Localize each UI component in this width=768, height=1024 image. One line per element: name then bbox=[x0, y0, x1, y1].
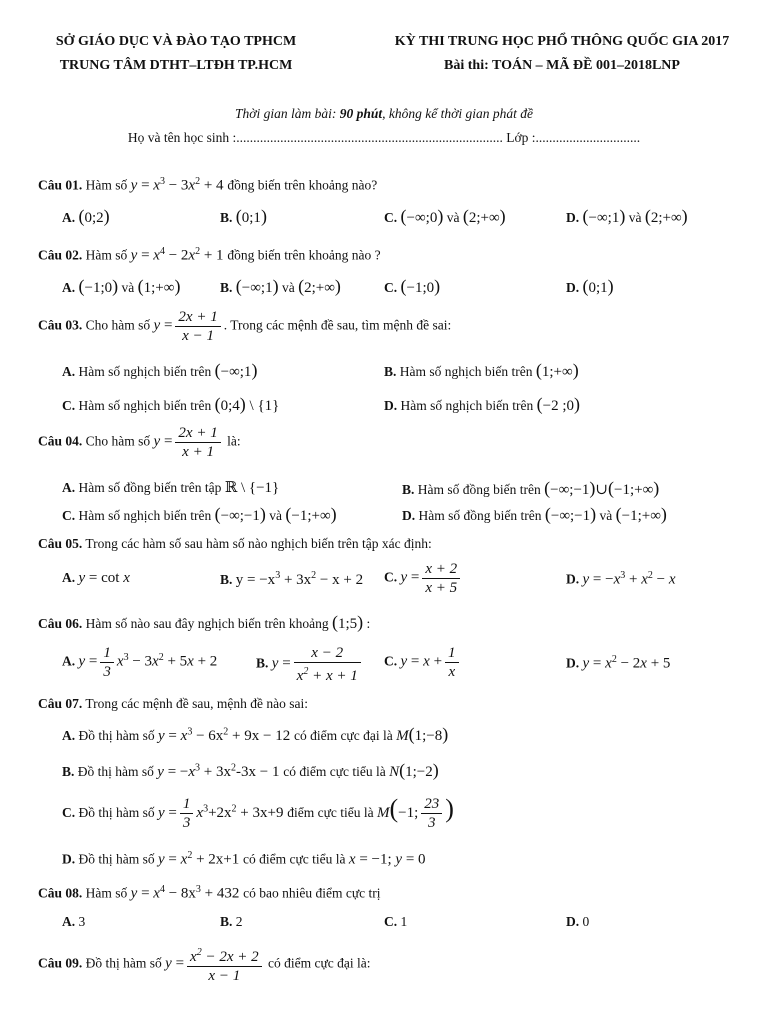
q02-option-a[interactable]: A. (−1;0) và (1;+∞) bbox=[62, 276, 181, 296]
q01-option-a[interactable]: A. (0;2) bbox=[62, 206, 110, 226]
q08-option-a[interactable]: A. 3 bbox=[62, 914, 86, 929]
department-name: SỞ GIÁO DỤC VÀ ĐÀO TẠO TPHCM bbox=[55, 34, 297, 49]
question-01: Câu 01. Hàm số $y = x^3 - 3x^2 + 4$ đồng biến trên khoảng nào? bbox=[38, 176, 378, 194]
q01-option-b[interactable]: B. (0;1) bbox=[220, 206, 267, 226]
q04-option-c[interactable]: C. Hàm số nghịch biến trên (−∞;−1) và (−1;+∞) bbox=[62, 504, 337, 524]
exam-code: Bài thi: TOÁN – MÃ ĐỀ 001–2018LNP bbox=[444, 58, 680, 73]
q08-option-b[interactable]: B. 2 bbox=[220, 914, 243, 929]
q06-option-c[interactable]: C. y = x + $\frac{1}{x}$ bbox=[384, 644, 462, 681]
q05-option-a[interactable]: A. y = cot x bbox=[62, 570, 130, 586]
q02-option-b[interactable]: B. (−∞;1) và (2;+∞) bbox=[220, 276, 341, 296]
center-name: TRUNG TÂM DTHT–LTĐH TP.HCM bbox=[59, 58, 293, 73]
q01-option-d[interactable]: D. (−∞;1) và (2;+∞) bbox=[566, 206, 688, 226]
q05-option-c[interactable]: C. y = $\frac{x + 2}{x + 5}$ bbox=[384, 560, 463, 597]
time-info: Thời gian làm bài: 90 phút, không kể thời gian phát đề bbox=[235, 106, 533, 121]
q02-option-c[interactable]: C. (−1;0) bbox=[384, 276, 441, 296]
question-02: Câu 02. Hàm số $y = x^4 - 2x^2 + 1$ đồng biến trên khoảng nào ? bbox=[38, 246, 381, 264]
q07-option-a[interactable]: A. Đồ thị hàm số $y = x^3 - 6x^2 + 9x - 12$ có điểm cực đại là M(1;−8) bbox=[62, 724, 449, 744]
question-05: Câu 05. Trong các hàm số sau hàm số nào nghịch biến trên tập xác định: bbox=[38, 536, 432, 551]
question-03: Câu 03. Cho hàm số y = $\frac{2x + 1}{x - 1}$ . Trong các mệnh đề sau, tìm mệnh đề sai: bbox=[38, 309, 452, 344]
q07-option-d[interactable]: D. Đồ thị hàm số $y = x^2 + 2x+1$ có điểm cực tiểu là x = −1; y = 0 bbox=[62, 850, 426, 868]
q02-option-d[interactable]: D. (0;1) bbox=[566, 276, 614, 296]
question-07: Câu 07. Trong các mệnh đề sau, mệnh đề nào sai: bbox=[38, 696, 308, 711]
q03-option-b[interactable]: B. Hàm số nghịch biến trên (1;+∞) bbox=[384, 360, 579, 380]
q04-option-a[interactable]: A. Hàm số đồng biến trên tập ℝ \ {−1} bbox=[62, 480, 280, 496]
question-09: Câu 09. Đồ thị hàm số y = $\frac{x^2 - 2x + 2}{x - 1}$ có điểm cực đại là: bbox=[38, 944, 371, 985]
student-info-line: Họ và tên học sinh :............................................................................... Lớp :............................... bbox=[127, 130, 641, 145]
q01-option-c[interactable]: C. (−∞;0) và (2;+∞) bbox=[384, 206, 506, 226]
question-04: Câu 04. Cho hàm số y = $\frac{2x + 1}{x + 1}$ là: bbox=[38, 425, 241, 460]
question-08: Câu 08. Hàm số $y = x^4 - 8x^3 + 432$ có bao nhiêu điểm cực trị bbox=[38, 884, 381, 902]
exam-title: KỲ THI TRUNG HỌC PHỔ THÔNG QUỐC GIA 2017 bbox=[394, 34, 730, 49]
q08-option-d[interactable]: D. 0 bbox=[566, 914, 590, 929]
q07-option-b[interactable]: B. Đồ thị hàm số $y = -x^3 + 3x^2-3x - 1$ có điểm cực tiểu là N(1;−2) bbox=[62, 760, 439, 780]
question-06: Câu 06. Hàm số nào sau đây nghịch biến trên khoảng (1;5) : bbox=[38, 612, 371, 632]
q06-option-a[interactable]: A. y = $\frac{1}{3}$ $x^3 - 3x^2 + 5x + 2$ bbox=[62, 645, 218, 680]
q06-option-b[interactable]: B. y = $\frac{x - 2}{x^2 + x + 1}$ bbox=[256, 644, 364, 685]
q07-option-c[interactable]: C. Đồ thị hàm số y = $\frac{1}{3}$ $x^3+2x^2 + 3x+9$ điểm cực tiểu là M(−1; $\frac{23}{3}$ ) bbox=[62, 794, 454, 832]
q03-option-a[interactable]: A. Hàm số nghịch biến trên (−∞;1) bbox=[62, 360, 258, 380]
q06-option-d[interactable]: D. $y = x^2 - 2x + 5$ bbox=[566, 654, 671, 672]
q04-option-d[interactable]: D. Hàm số đồng biến trên (−∞;−1) và (−1;+∞) bbox=[402, 504, 667, 524]
q05-option-d[interactable]: D. $y = -x^3 + x^2 - x$ bbox=[566, 570, 676, 588]
q05-option-b[interactable]: B. $y = -x^3 + 3x^2 - x + 2$ bbox=[220, 570, 364, 588]
q08-option-c[interactable]: C. 1 bbox=[384, 914, 408, 929]
q03-option-c[interactable]: C. Hàm số nghịch biến trên (0;4) \ {1} bbox=[62, 394, 280, 414]
q03-option-d[interactable]: D. Hàm số nghịch biến trên (−2 ;0) bbox=[384, 394, 580, 414]
q04-option-b[interactable]: B. Hàm số đồng biến trên (−∞;−1)∪(−1;+∞) bbox=[402, 478, 660, 498]
